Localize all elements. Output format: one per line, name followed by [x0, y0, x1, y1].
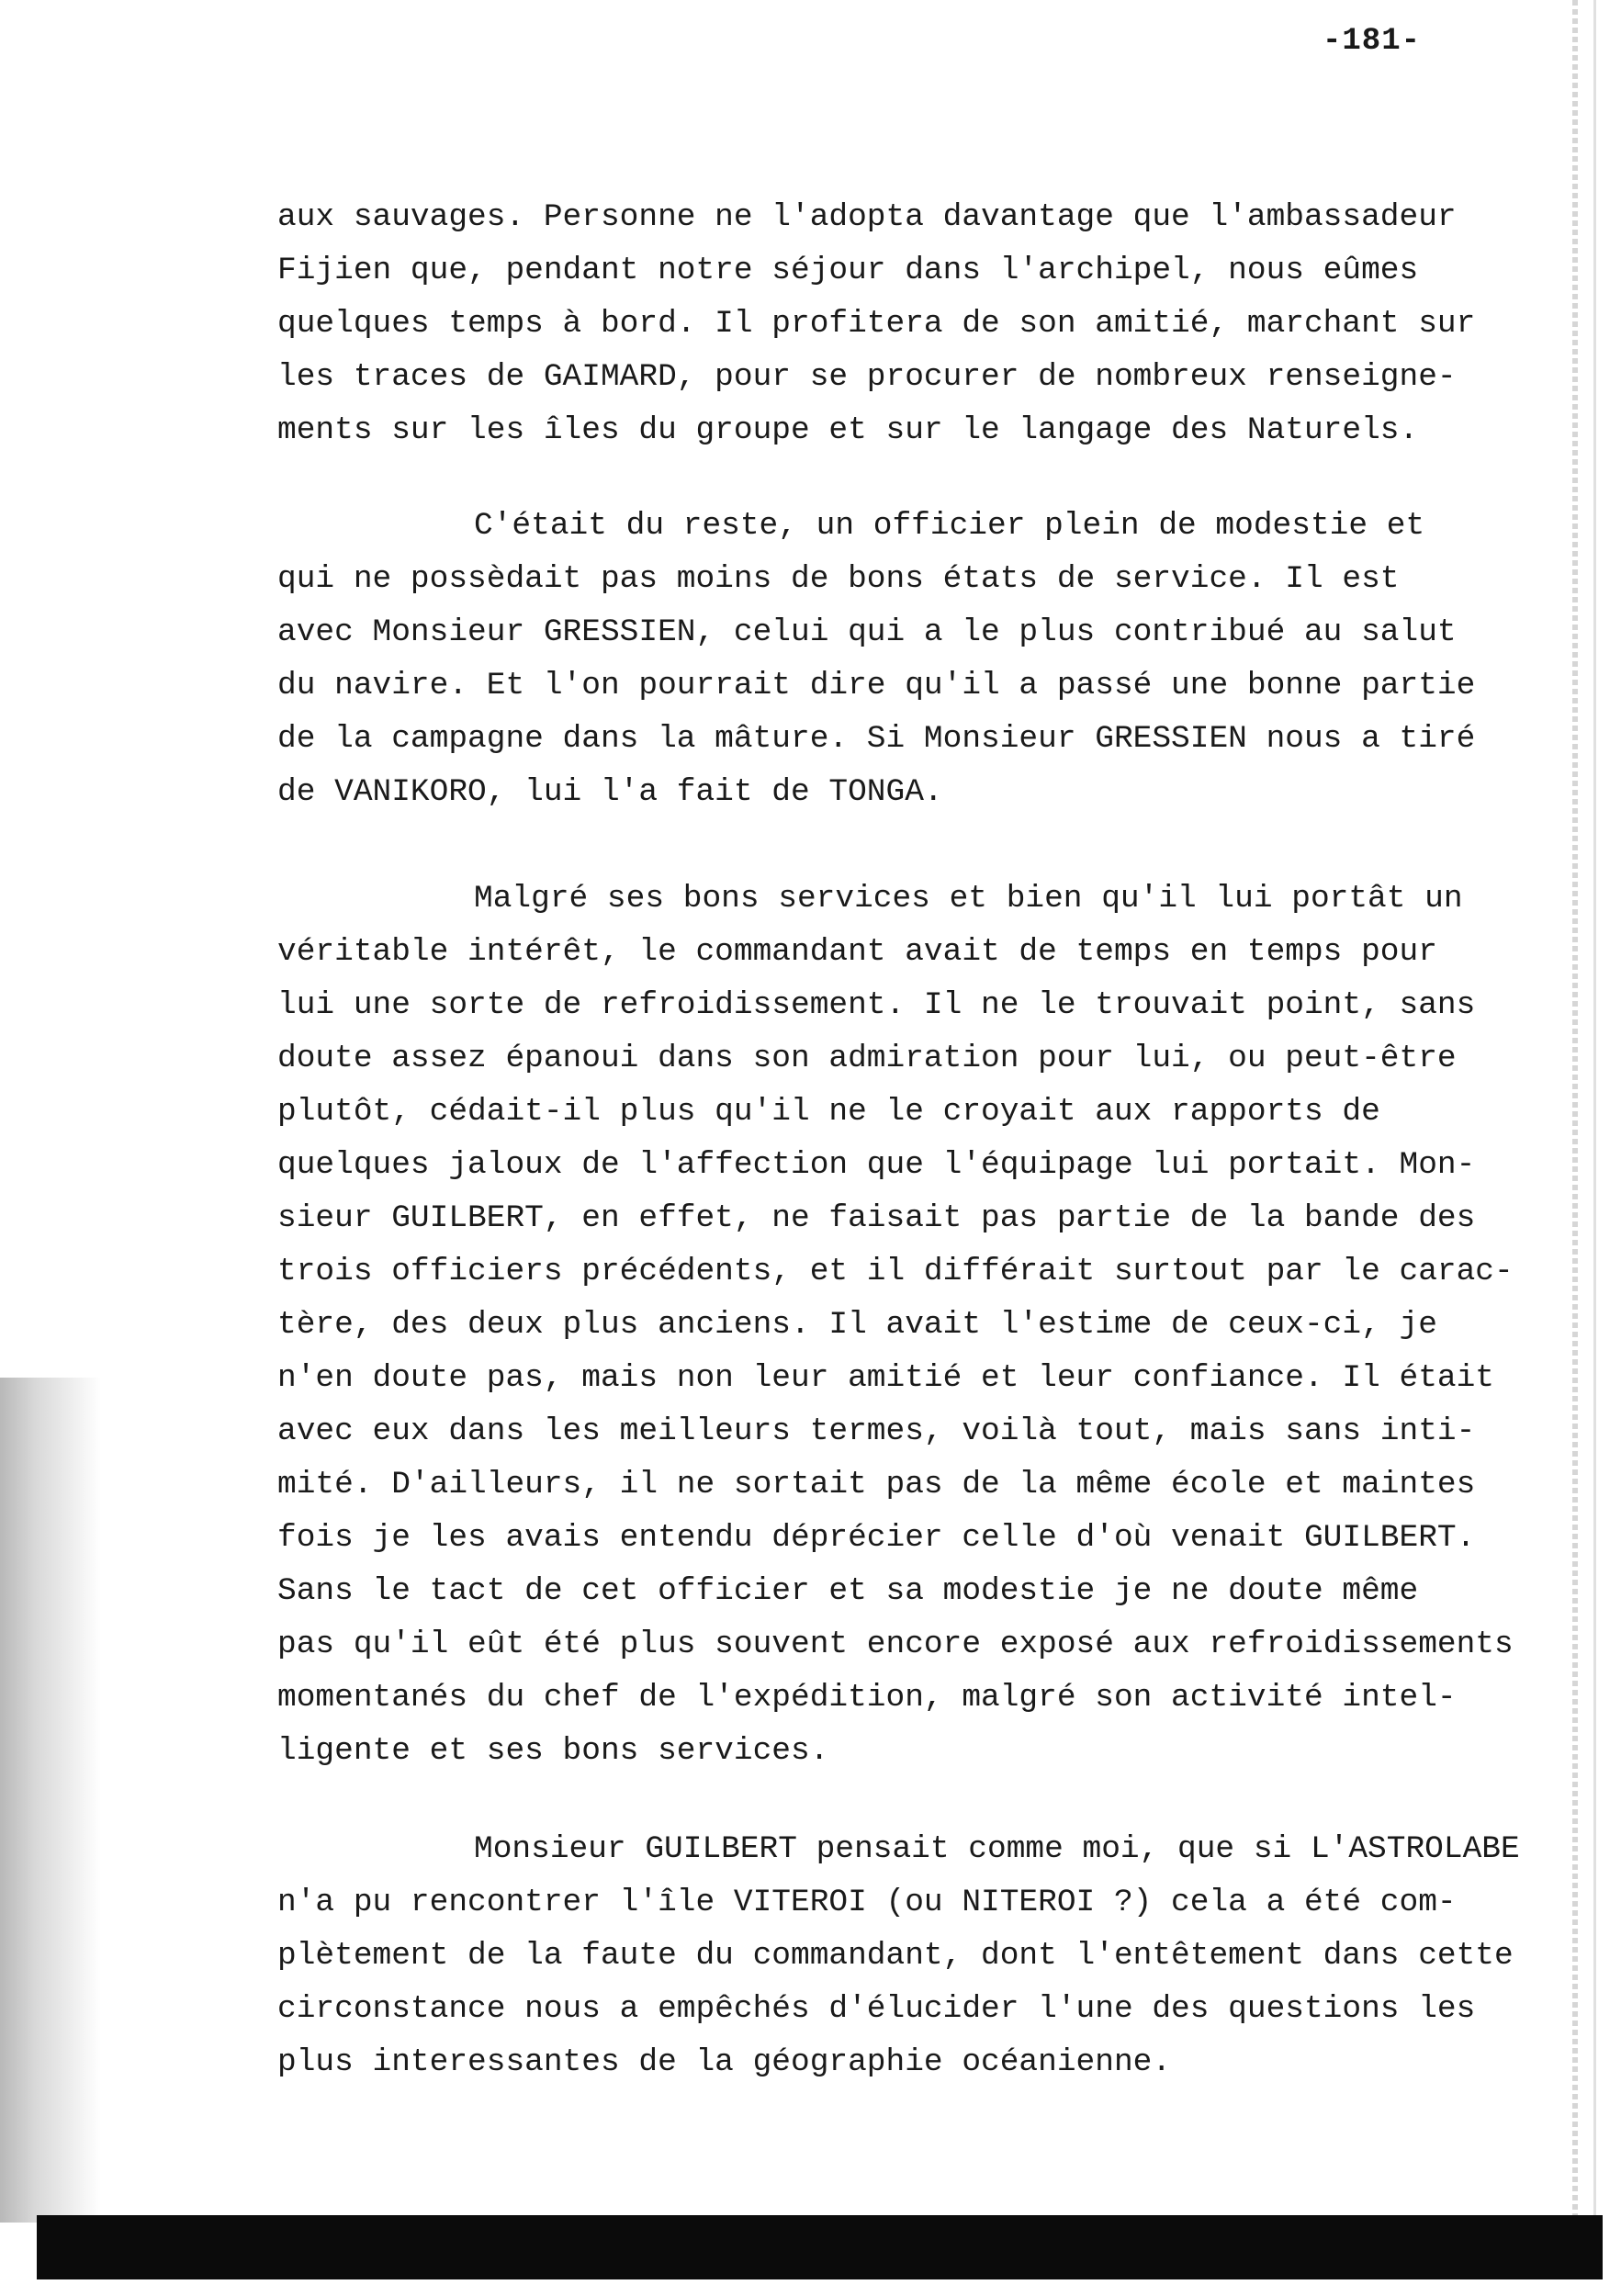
text-line: avec eux dans les meilleurs termes, voilà tout, mais sans inti- [277, 1413, 1476, 1449]
text-line: tère, des deux plus anciens. Il avait l'estime de ceux-ci, je [277, 1307, 1437, 1343]
text-line: n'a pu rencontrer l'île VITEROI (ou NITEROI ?) cela a été com- [277, 1885, 1457, 1920]
text-line: avec Monsieur GRESSIEN, celui qui a le plus contribué au salut [277, 614, 1457, 650]
text-line: véritable intérêt, le commandant avait de temps en temps pour [277, 934, 1437, 970]
text-line: Sans le tact de cet officier et sa modestie je ne doute même [277, 1573, 1419, 1609]
text-line: C'était du reste, un officier plein de modestie et [474, 508, 1425, 544]
text-line: du navire. Et l'on pourrait dire qu'il a passé une bonne partie [277, 668, 1476, 703]
text-line: de la campagne dans la mâture. Si Monsieur GRESSIEN nous a tiré [277, 721, 1476, 757]
paragraph-2 [277, 500, 1582, 819]
text-line: de VANIKORO, lui l'a fait de TONGA. [277, 774, 943, 810]
text-line: momentanés du chef de l'expédition, malgré son activité intel- [277, 1680, 1457, 1716]
text-line: n'en doute pas, mais non leur amitié et leur confiance. Il était [277, 1360, 1495, 1396]
text-line: plutôt, cédait-il plus qu'il ne le croyait aux rapports de [277, 1094, 1380, 1130]
text-line: aux sauvages. Personne ne l'adopta davantage que l'ambassadeur [277, 199, 1457, 235]
paragraph-1 [277, 191, 1582, 457]
text-line: Monsieur GUILBERT pensait comme moi, que si L'ASTROLABE [474, 1831, 1520, 1867]
paragraph-4 [277, 1823, 1582, 2089]
text-line: doute assez épanoui dans son admiration pour lui, ou peut-être [277, 1041, 1457, 1076]
page-number: -181- [1323, 24, 1422, 59]
scan-right-edge-line [1593, 0, 1596, 2223]
text-line: trois officiers précédents, et il différait surtout par le carac- [277, 1254, 1514, 1289]
text-line: qui ne possèdait pas moins de bons états de service. Il est [277, 561, 1400, 597]
text-line: Malgré ses bons services et bien qu'il lui portât un [474, 881, 1463, 917]
text-line: circonstance nous a empêchés d'élucider l'une des questions les [277, 1991, 1476, 2027]
text-line: plètement de la faute du commandant, dont l'entêtement dans cette [277, 1938, 1514, 1974]
text-line: pas qu'il eût été plus souvent encore exposé aux refroidissements [277, 1626, 1514, 1662]
scan-bottom-border [37, 2215, 1603, 2279]
text-line: les traces de GAIMARD, pour se procurer de nombreux renseigne- [277, 359, 1457, 395]
text-line: fois je les avais entendu déprécier celle d'où venait GUILBERT. [277, 1520, 1476, 1556]
text-line: quelques jaloux de l'affection que l'équipage lui portait. Mon- [277, 1147, 1476, 1183]
text-line: ligente et ses bons services. [277, 1733, 829, 1769]
text-line: quelques temps à bord. Il profitera de son amitié, marchant sur [277, 306, 1476, 342]
text-line: ments sur les îles du groupe et sur le langage des Naturels. [277, 412, 1419, 448]
text-line: plus interessantes de la géographie océanienne. [277, 2044, 1172, 2080]
scan-edge-shadow [0, 1378, 101, 2223]
text-line: sieur GUILBERT, en effet, ne faisait pas partie de la bande des [277, 1200, 1476, 1236]
text-line: Fijien que, pendant notre séjour dans l'archipel, nous eûmes [277, 253, 1419, 288]
text-line: lui une sorte de refroidissement. Il ne le trouvait point, sans [277, 987, 1476, 1023]
text-line: mité. D'ailleurs, il ne sortait pas de la même école et maintes [277, 1467, 1476, 1503]
paragraph-3 [277, 872, 1582, 1778]
